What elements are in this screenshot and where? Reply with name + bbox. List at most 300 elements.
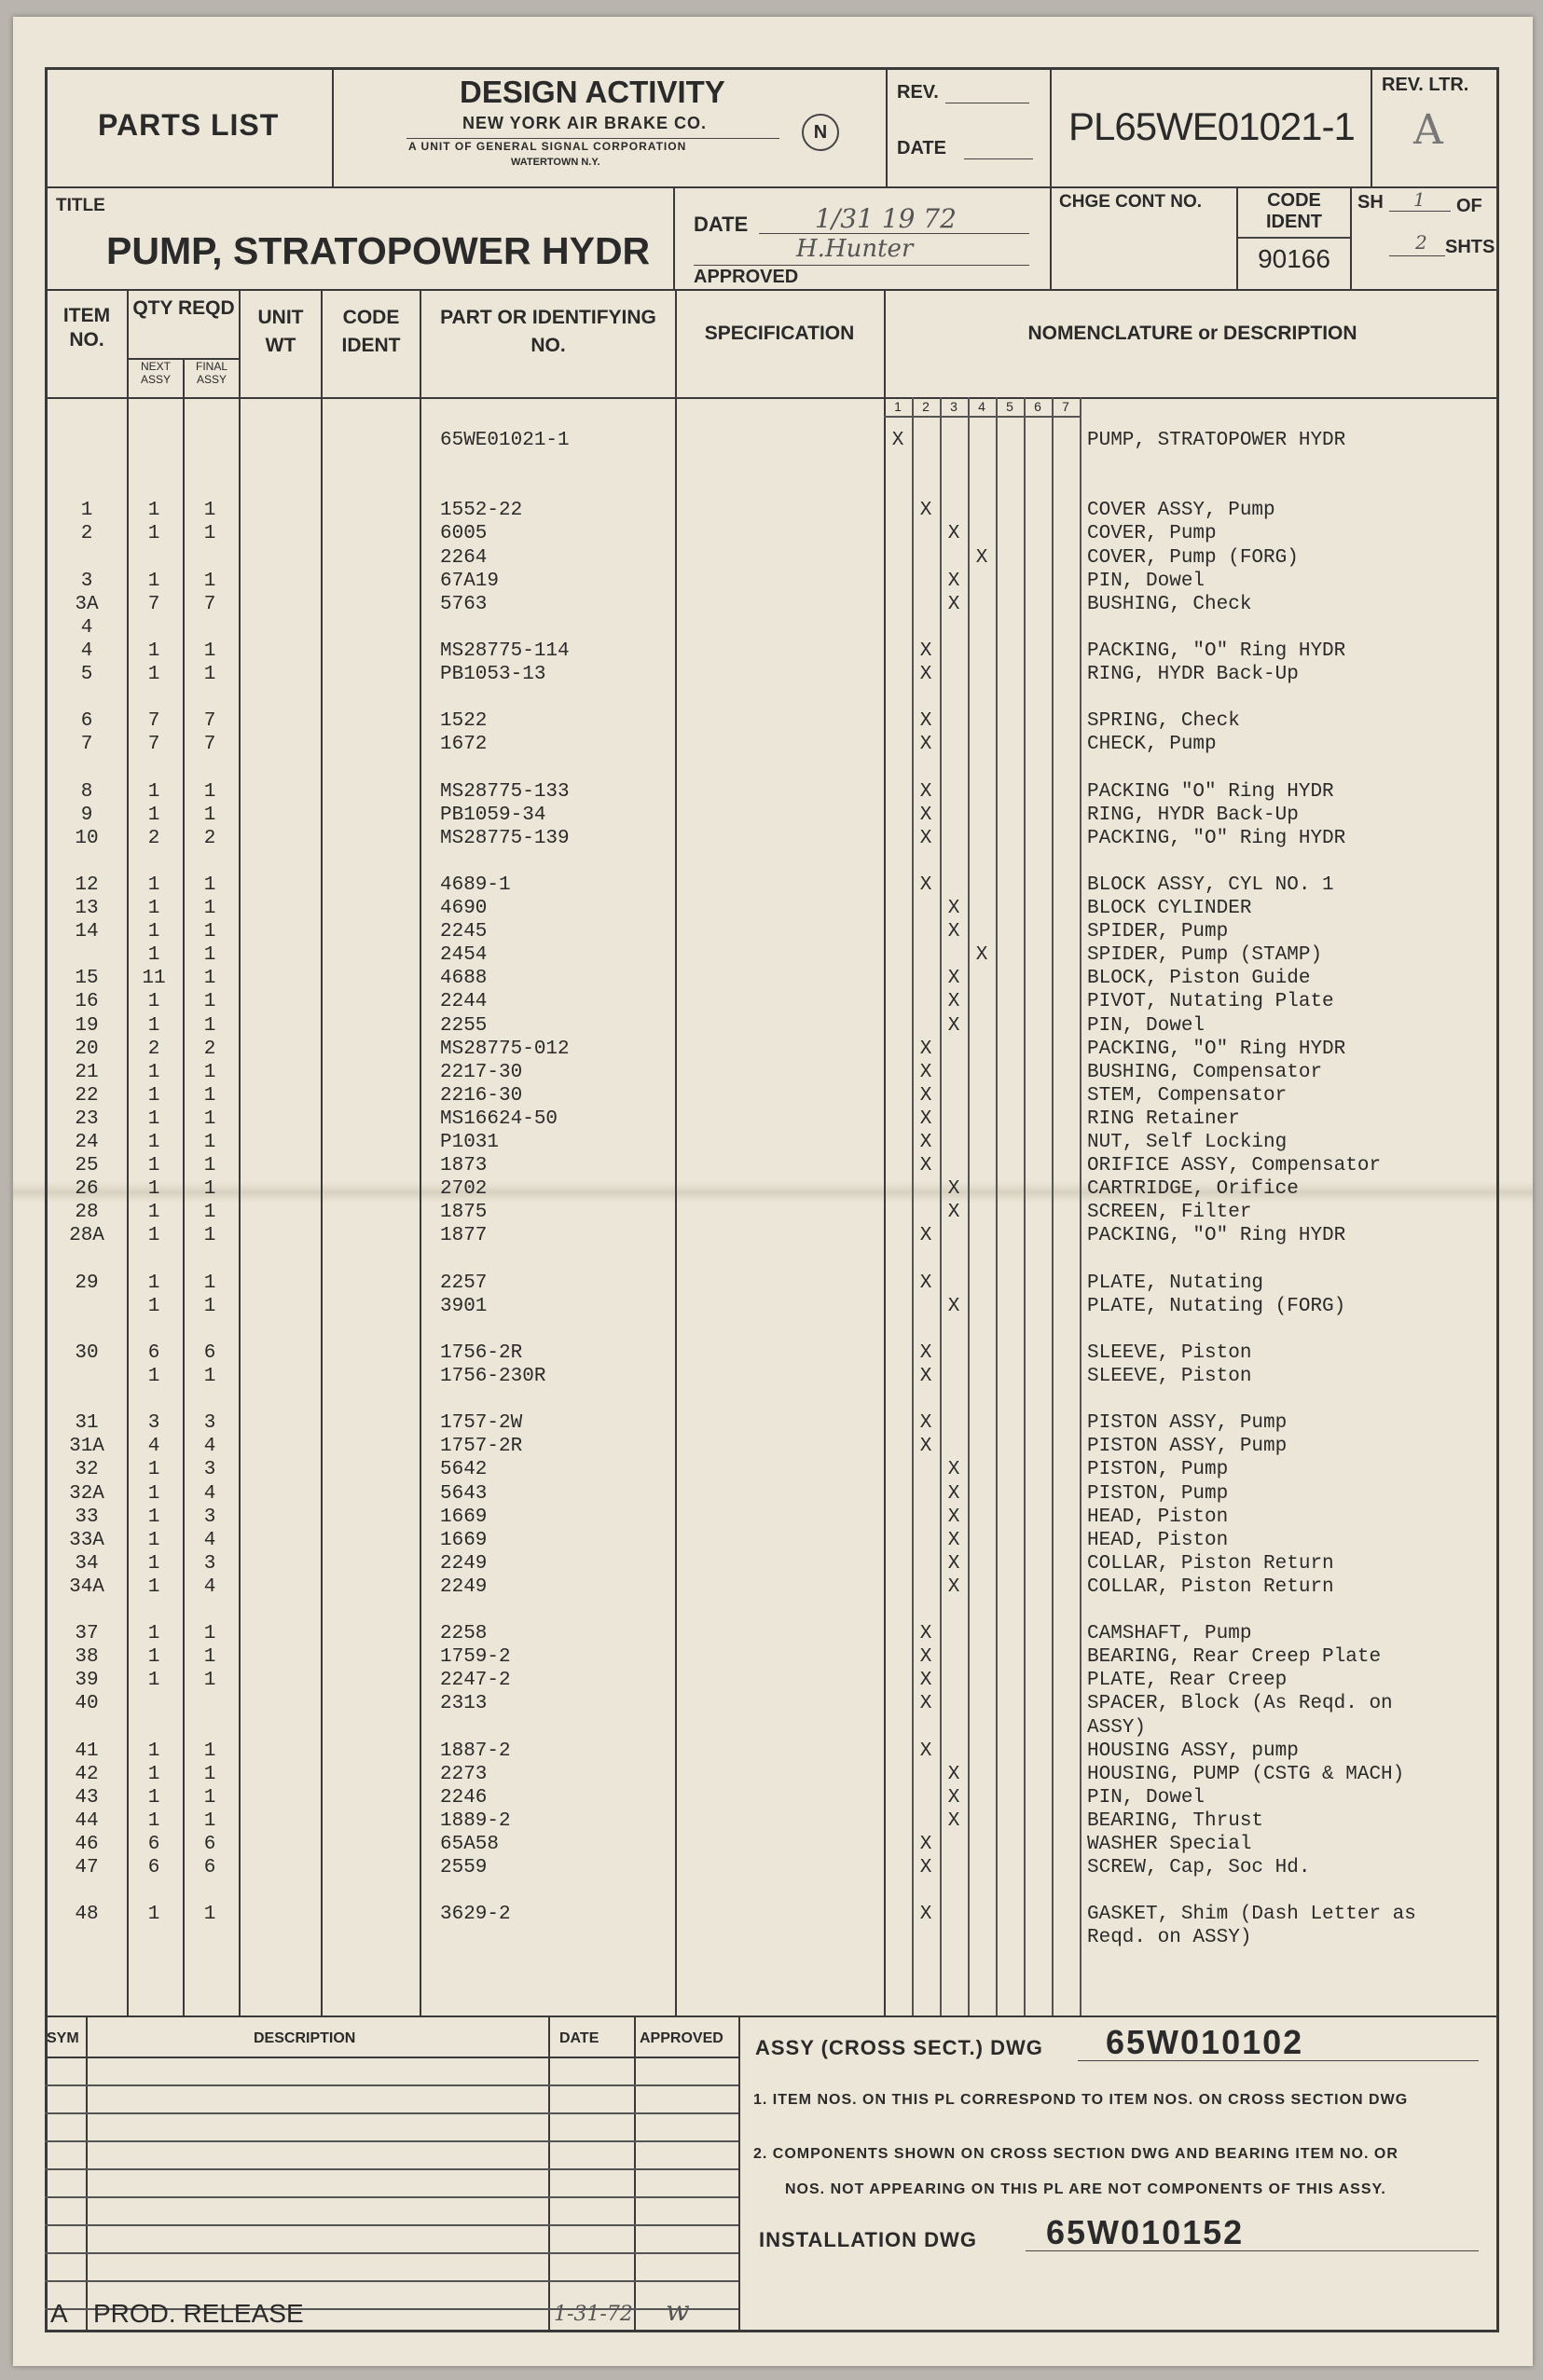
description: ORIFICE ASSY, Compensator (1087, 1155, 1382, 1176)
description: SCREW, Cap, Soc Hd. (1087, 1857, 1311, 1878)
part-number: 3901 (440, 1296, 488, 1317)
description: PISTON, Pump (1087, 1483, 1229, 1505)
item-number: 29 (75, 1273, 99, 1294)
usage-mark: X (919, 1857, 932, 1878)
part-number: 2217-30 (440, 1062, 523, 1083)
description: HEAD, Piston (1087, 1530, 1229, 1551)
description: SPRING, Check (1087, 710, 1240, 732)
part-number: 1669 (440, 1506, 488, 1528)
qty-next-assy: 1 (147, 1296, 160, 1317)
rev-ltr-box (1371, 67, 1499, 188)
item-number: 19 (75, 1015, 99, 1037)
item-number: 4 (80, 617, 93, 639)
qty-next-assy: 1 (147, 1459, 160, 1480)
part-number: 1756-2R (440, 1342, 523, 1364)
qty-final-assy: 1 (203, 500, 216, 521)
item-number: 43 (75, 1787, 99, 1809)
qty-final-assy: 1 (203, 898, 216, 919)
col-final-assy: FINAL ASSY (195, 360, 227, 386)
usage-mark: X (947, 898, 960, 919)
qty-next-assy: 7 (147, 594, 160, 615)
usage-mark: X (919, 1062, 932, 1083)
usage-mark: X (919, 805, 932, 826)
usage-mark: X (919, 781, 932, 803)
qty-final-assy: 1 (203, 921, 216, 942)
qty-next-assy: 1 (147, 1178, 160, 1200)
description: RING, HYDR Back-Up (1087, 805, 1299, 826)
usage-mark: X (947, 1202, 960, 1223)
assy-dwg-number: 65W010102 (1106, 2023, 1304, 2061)
title-label: TITLE (56, 196, 105, 215)
rev-entry-date: 1-31-72 (554, 2303, 633, 2326)
qty-next-assy: 1 (147, 1904, 160, 1925)
usage-mark: X (919, 640, 932, 662)
usage-mark: X (919, 1623, 932, 1644)
col-item-no: ITEM NO. (62, 305, 111, 351)
qty-next-assy: 1 (147, 1740, 160, 1762)
usage-mark: X (919, 1904, 932, 1925)
usage-mark: X (919, 1693, 932, 1714)
division-text: A UNIT OF GENERAL SIGNAL CORPORATION (408, 140, 687, 153)
qty-next-assy: 1 (147, 1646, 160, 1668)
description: SCREEN, Filter (1087, 1202, 1252, 1223)
qty-next-assy: 1 (147, 500, 160, 521)
part-number: 6005 (440, 523, 488, 544)
usage-mark: X (947, 523, 960, 544)
qty-final-assy: 7 (203, 594, 216, 615)
col-unit-wt: UNIT WT (257, 307, 304, 356)
rev-entry-desc: PROD. RELEASE (93, 2299, 304, 2328)
qty-next-assy: 1 (147, 781, 160, 803)
qty-next-assy: 1 (147, 1132, 160, 1153)
qty-final-assy: 1 (203, 571, 216, 592)
qty-final-assy: 2 (203, 828, 216, 849)
col-nomenclature: NOMENCLATURE or DESCRIPTION (1027, 323, 1357, 344)
qty-next-assy: 3 (147, 1412, 160, 1434)
item-number: 47 (75, 1857, 99, 1878)
usage-mark: X (919, 1646, 932, 1668)
part-number: 1552-22 (440, 500, 523, 521)
item-number: 21 (75, 1062, 99, 1083)
note-2b: NOS. NOT APPEARING ON THIS PL ARE NOT COMPONENTS OF THIS ASSY. (785, 2181, 1386, 2197)
part-number: 1873 (440, 1155, 488, 1176)
usage-mark: X (919, 500, 932, 521)
description: PISTON ASSY, Pump (1087, 1412, 1288, 1434)
part-number: 1889-2 (440, 1810, 511, 1832)
part-number: 4690 (440, 898, 488, 919)
code-ident-value: 90166 (1258, 244, 1330, 273)
description: Reqd. on ASSY) (1087, 1927, 1252, 1948)
part-number: 2245 (440, 921, 488, 942)
item-number: 2 (80, 523, 93, 544)
usage-mark: X (947, 1787, 960, 1809)
description: BUSHING, Check (1087, 594, 1252, 615)
qty-final-assy: 1 (203, 944, 216, 966)
description: COLLAR, Piston Return (1087, 1553, 1334, 1575)
qty-next-assy: 1 (147, 571, 160, 592)
qty-final-assy: 1 (203, 781, 216, 803)
item-number: 3A (75, 594, 99, 615)
description: PIN, Dowel (1087, 571, 1205, 592)
col-part-no: PART OR IDENTIFYING NO. (440, 307, 656, 356)
qty-final-assy: 1 (203, 1296, 216, 1317)
note-1: 1. ITEM NOS. ON THIS PL CORRESPOND TO ITEM NOS. ON CROSS SECTION DWG (753, 2092, 1409, 2108)
approved-signature: H.Hunter (796, 235, 914, 263)
item-number: 15 (75, 968, 99, 989)
description: BEARING, Rear Creep Plate (1087, 1646, 1382, 1668)
item-number: 34A (69, 1576, 104, 1598)
item-number: 33 (75, 1506, 99, 1528)
qty-next-assy: 1 (147, 1623, 160, 1644)
description: COVER, Pump (FORG) (1087, 547, 1299, 569)
qty-final-assy: 4 (203, 1576, 216, 1598)
qty-next-assy: 1 (147, 1225, 160, 1246)
description: PACKING, "O" Ring HYDR (1087, 828, 1346, 849)
usage-mark: X (891, 430, 904, 451)
description: CHECK, Pump (1087, 734, 1217, 755)
usage-mark: X (919, 1225, 932, 1246)
item-number: 23 (75, 1108, 99, 1130)
part-number: 2313 (440, 1693, 488, 1714)
rev-ltr-value: A (1413, 106, 1443, 154)
qty-final-assy: 1 (203, 1062, 216, 1083)
qty-final-assy: 1 (203, 805, 216, 826)
item-number: 8 (80, 781, 93, 803)
part-number: 1757-2W (440, 1412, 523, 1434)
part-number: 2454 (440, 944, 488, 966)
description: BLOCK CYLINDER (1087, 898, 1252, 919)
col-code-ident: CODE IDENT (341, 307, 401, 356)
part-number: MS28775-114 (440, 640, 570, 662)
qty-next-assy: 1 (147, 1273, 160, 1294)
item-number: 13 (75, 898, 99, 919)
item-number: 46 (75, 1834, 99, 1855)
usage-mark: X (947, 571, 960, 592)
usage-mark: X (947, 594, 960, 615)
item-number: 40 (75, 1693, 99, 1714)
col-qty-reqd: QTY REQD (132, 297, 235, 319)
description: SLEEVE, Piston (1087, 1342, 1252, 1364)
qty-next-assy: 1 (147, 898, 160, 919)
installation-dwg-label: INSTALLATION DWG (759, 2228, 977, 2251)
usage-mark: X (975, 944, 988, 966)
item-number: 20 (75, 1039, 99, 1060)
qty-next-assy: 1 (147, 1576, 160, 1598)
date-label: DATE (897, 138, 946, 158)
qty-final-assy: 6 (203, 1834, 216, 1855)
item-number: 9 (80, 805, 93, 826)
rev-sym-header: SYM (47, 2030, 79, 2046)
description: CAMSHAFT, Pump (1087, 1623, 1252, 1644)
code-ident-box (1236, 186, 1352, 291)
part-number: 2255 (440, 1015, 488, 1037)
date-label-2: DATE (694, 213, 749, 236)
qty-final-assy: 1 (203, 1155, 216, 1176)
date-approved-box (673, 186, 1052, 291)
item-number: 38 (75, 1646, 99, 1668)
description: ASSY) (1087, 1717, 1147, 1739)
part-number: 67A19 (440, 571, 500, 592)
item-number: 4 (80, 640, 93, 662)
usage-mark: X (919, 1342, 932, 1364)
item-number: 24 (75, 1132, 99, 1153)
part-number: P1031 (440, 1132, 500, 1153)
part-number: 2249 (440, 1553, 488, 1575)
description: BLOCK ASSY, CYL NO. 1 (1087, 874, 1334, 896)
parts-list-box (45, 67, 334, 188)
qty-final-assy: 3 (203, 1412, 216, 1434)
qty-next-assy: 1 (147, 921, 160, 942)
description: PACKING, "O" Ring HYDR (1087, 1039, 1346, 1060)
description: CARTRIDGE, Orifice (1087, 1178, 1299, 1200)
usage-mark: X (919, 1039, 932, 1060)
part-number: 2257 (440, 1273, 488, 1294)
rev-label: REV. (897, 82, 939, 103)
x-col-header: 7 (1062, 399, 1069, 414)
item-number: 26 (75, 1178, 99, 1200)
qty-final-assy: 1 (203, 1178, 216, 1200)
qty-next-assy: 1 (147, 1670, 160, 1691)
qty-next-assy: 1 (147, 523, 160, 544)
rev-date-box (886, 67, 1052, 188)
qty-final-assy: 3 (203, 1553, 216, 1575)
rev-entry-approved: w (666, 2295, 690, 2328)
part-number: 1756-230R (440, 1366, 546, 1387)
qty-next-assy: 7 (147, 710, 160, 732)
usage-mark: X (919, 1366, 932, 1387)
part-number: 2216-30 (440, 1085, 523, 1107)
item-number: 6 (80, 710, 93, 732)
qty-final-assy: 1 (203, 1764, 216, 1785)
item-number: 37 (75, 1623, 99, 1644)
usage-mark: X (919, 664, 932, 685)
code-ident-label: CODE IDENT (1266, 190, 1322, 232)
pl-number: PL65WE01021-1 (1068, 104, 1355, 148)
date-handwritten: 1/31 19 72 (815, 203, 957, 234)
title-value: PUMP, STRATOPOWER HYDR (106, 229, 651, 272)
qty-next-assy: 1 (147, 1155, 160, 1176)
item-number: 25 (75, 1155, 99, 1176)
qty-next-assy: 1 (147, 1764, 160, 1785)
qty-next-assy: 1 (147, 991, 160, 1012)
qty-final-assy: 1 (203, 991, 216, 1012)
qty-final-assy: 4 (203, 1530, 216, 1551)
description: HEAD, Piston (1087, 1506, 1229, 1528)
qty-final-assy: 3 (203, 1459, 216, 1480)
description: NUT, Self Locking (1087, 1132, 1288, 1153)
qty-final-assy: 1 (203, 1787, 216, 1809)
of-label: OF (1456, 196, 1482, 216)
qty-final-assy: 1 (203, 1670, 216, 1691)
usage-mark: X (947, 968, 960, 989)
part-number: 2559 (440, 1857, 488, 1878)
part-number: 1669 (440, 1530, 488, 1551)
usage-mark: X (947, 1015, 960, 1037)
qty-final-assy: 1 (203, 1108, 216, 1130)
qty-next-assy: 1 (147, 805, 160, 826)
description: PIN, Dowel (1087, 1787, 1205, 1809)
qty-next-assy: 1 (147, 1553, 160, 1575)
usage-mark: X (919, 710, 932, 732)
usage-mark: X (947, 1506, 960, 1528)
qty-final-assy: 1 (203, 1225, 216, 1246)
item-number: 28 (75, 1202, 99, 1223)
title-box (45, 186, 675, 291)
description: PISTON, Pump (1087, 1459, 1229, 1480)
description: SPIDER, Pump (1087, 921, 1229, 942)
description: SPIDER, Pump (STAMP) (1087, 944, 1323, 966)
x-col-header: 6 (1034, 399, 1041, 414)
company-name: NEW YORK AIR BRAKE CO. (462, 114, 708, 132)
qty-final-assy: 1 (203, 664, 216, 685)
item-number: 22 (75, 1085, 99, 1107)
item-number: 5 (80, 664, 93, 685)
item-number: 14 (75, 921, 99, 942)
shts-label: SHTS (1445, 237, 1495, 257)
part-number: 1875 (440, 1202, 488, 1223)
description: PLATE, Rear Creep (1087, 1670, 1288, 1691)
qty-final-assy: 1 (203, 1085, 216, 1107)
part-number: 4688 (440, 968, 488, 989)
qty-final-assy: 1 (203, 1904, 216, 1925)
part-number: 5642 (440, 1459, 488, 1480)
usage-mark: X (947, 1810, 960, 1832)
usage-mark: X (919, 874, 932, 896)
part-number: 2244 (440, 991, 488, 1012)
part-number: MS28775-012 (440, 1039, 570, 1060)
part-number: 1877 (440, 1225, 488, 1246)
qty-final-assy: 4 (203, 1436, 216, 1457)
item-number: 41 (75, 1740, 99, 1762)
part-number: 5643 (440, 1483, 488, 1505)
item-number: 1 (80, 500, 93, 521)
design-activity-label: DESIGN ACTIVITY (460, 75, 725, 109)
part-number: PB1059-34 (440, 805, 546, 826)
description: WASHER Special (1087, 1834, 1252, 1855)
qty-final-assy: 1 (203, 1366, 216, 1387)
usage-mark: X (919, 1412, 932, 1434)
item-number: 32 (75, 1459, 99, 1480)
qty-next-assy: 11 (142, 968, 166, 989)
qty-final-assy: 1 (203, 640, 216, 662)
part-number: 2702 (440, 1178, 488, 1200)
qty-next-assy: 6 (147, 1857, 160, 1878)
item-number: 16 (75, 991, 99, 1012)
item-number: 31A (69, 1436, 104, 1457)
usage-mark: X (947, 921, 960, 942)
item-number: 12 (75, 874, 99, 896)
qty-final-assy: 7 (203, 710, 216, 732)
usage-mark: X (919, 1085, 932, 1107)
description: PACKING "O" Ring HYDR (1087, 781, 1334, 803)
rev-date-header: DATE (559, 2030, 599, 2046)
description: RING Retainer (1087, 1108, 1240, 1130)
part-number: MS16624-50 (440, 1108, 558, 1130)
sh-value: 1 (1413, 188, 1426, 211)
qty-next-assy: 1 (147, 1202, 160, 1223)
part-number: 2249 (440, 1576, 488, 1598)
item-number: 33A (69, 1530, 104, 1551)
part-number: 3629-2 (440, 1904, 511, 1925)
part-number: 2247-2 (440, 1670, 511, 1691)
qty-next-assy: 1 (147, 1015, 160, 1037)
usage-mark: X (947, 1178, 960, 1200)
qty-final-assy: 1 (203, 1740, 216, 1762)
qty-final-assy: 1 (203, 1810, 216, 1832)
usage-mark: X (947, 1483, 960, 1505)
part-number: MS28775-133 (440, 781, 570, 803)
rev-desc-header: DESCRIPTION (254, 2030, 356, 2046)
usage-mark: X (919, 1834, 932, 1855)
description: PLATE, Nutating (1087, 1273, 1264, 1294)
qty-next-assy: 2 (147, 1039, 160, 1060)
usage-mark: X (947, 991, 960, 1012)
qty-next-assy: 1 (147, 944, 160, 966)
chge-cont-box (1050, 186, 1238, 291)
usage-mark: X (947, 1459, 960, 1480)
description: BLOCK, Piston Guide (1087, 968, 1311, 989)
qty-final-assy: 1 (203, 1202, 216, 1223)
part-number: 4689-1 (440, 874, 511, 896)
usage-mark: X (919, 828, 932, 849)
description: PIN, Dowel (1087, 1015, 1205, 1037)
description: PACKING, "O" Ring HYDR (1087, 1225, 1346, 1246)
qty-next-assy: 1 (147, 1366, 160, 1387)
qty-final-assy: 2 (203, 1039, 216, 1060)
qty-final-assy: 1 (203, 1015, 216, 1037)
item-number: 31 (75, 1412, 99, 1434)
part-number: 2264 (440, 547, 488, 569)
qty-next-assy: 1 (147, 1483, 160, 1505)
col-specification: SPECIFICATION (704, 323, 855, 344)
part-number: 65WE01021-1 (440, 430, 570, 451)
description: HOUSING ASSY, pump (1087, 1740, 1299, 1762)
parts-list-label: PARTS LIST (98, 108, 280, 142)
rev-entry-sym: A (50, 2299, 68, 2328)
description: SPACER, Block (As Reqd. on (1087, 1693, 1393, 1714)
x-col-header: 1 (894, 399, 902, 414)
usage-mark: X (919, 1436, 932, 1457)
design-activity-box (332, 67, 888, 188)
item-number: 48 (75, 1904, 99, 1925)
qty-final-assy: 1 (203, 1623, 216, 1644)
shts-value: 2 (1415, 231, 1427, 254)
part-number: 1759-2 (440, 1646, 511, 1668)
usage-mark: X (919, 1273, 932, 1294)
usage-mark: X (947, 1576, 960, 1598)
qty-next-assy: 1 (147, 1506, 160, 1528)
item-number: 34 (75, 1553, 99, 1575)
qty-next-assy: 1 (147, 1062, 160, 1083)
qty-final-assy: 4 (203, 1483, 216, 1505)
qty-final-assy: 6 (203, 1857, 216, 1878)
qty-next-assy: 6 (147, 1342, 160, 1364)
col-next-assy: NEXT ASSY (140, 360, 171, 386)
part-number: 2258 (440, 1623, 488, 1644)
rev-ltr-label: REV. LTR. (1382, 75, 1469, 95)
part-number: 2273 (440, 1764, 488, 1785)
x-col-header: 3 (950, 399, 957, 414)
x-col-header: 2 (922, 399, 930, 414)
description: STEM, Compensator (1087, 1085, 1288, 1107)
part-number: 5763 (440, 594, 488, 615)
qty-final-assy: 3 (203, 1506, 216, 1528)
sh-label: SH (1357, 192, 1384, 213)
qty-next-assy: 1 (147, 664, 160, 685)
description: PIVOT, Nutating Plate (1087, 991, 1334, 1012)
usage-mark: X (919, 1670, 932, 1691)
usage-mark: X (919, 734, 932, 755)
